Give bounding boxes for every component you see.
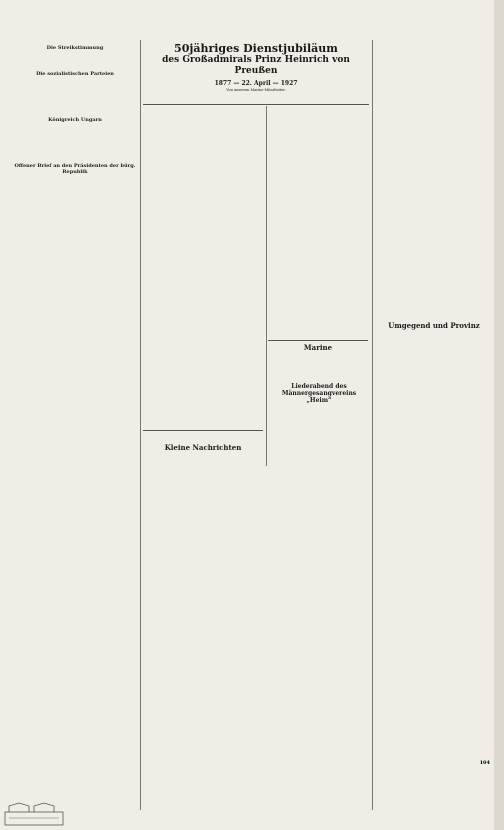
column-rule [372, 40, 373, 810]
column-4 [375, 22, 493, 782]
col1-head-3: Königreich Ungarn [48, 117, 102, 123]
headline-line2: des Großadmirals Prinz Heinrich von Preußen [162, 55, 350, 76]
umgegend-heading: Umgegend und Provinz [388, 321, 480, 330]
library-stamp-icon [4, 802, 64, 826]
kleine-nachrichten-column [143, 440, 263, 800]
headline-line1: 50jähriges Dienstjubiläum [174, 42, 338, 55]
section-rule [143, 430, 263, 431]
page-edge [494, 0, 504, 830]
liederabend-heading: Liederabend des Männergesangvereins „Heim“ [281, 383, 357, 404]
headline-byline: Von unserem Marine-Mitarbeiter. [226, 88, 286, 92]
page-number: 104 [479, 760, 490, 766]
liederabend-column [270, 380, 368, 800]
column-rule [140, 40, 141, 810]
column-1 [14, 42, 136, 802]
marine-heading: Marine [303, 343, 333, 352]
banner-rule [143, 104, 369, 105]
kleine-heading: Kleine Nachrichten [164, 443, 242, 452]
column-3 [268, 106, 368, 352]
section-rule [268, 340, 368, 341]
column-2 [143, 106, 263, 426]
headline-dates: 1877 — 22. April — 1927 [214, 80, 298, 87]
col1-head-1: Die Streikstimmung [46, 45, 104, 51]
headline-banner [143, 42, 369, 93]
col1-head-4: Offener Brief an den Präsidenten der bürg. Republik [14, 163, 136, 175]
column-rule [266, 106, 267, 466]
col1-head-2: Die sozialistischen Parteien [36, 71, 114, 77]
